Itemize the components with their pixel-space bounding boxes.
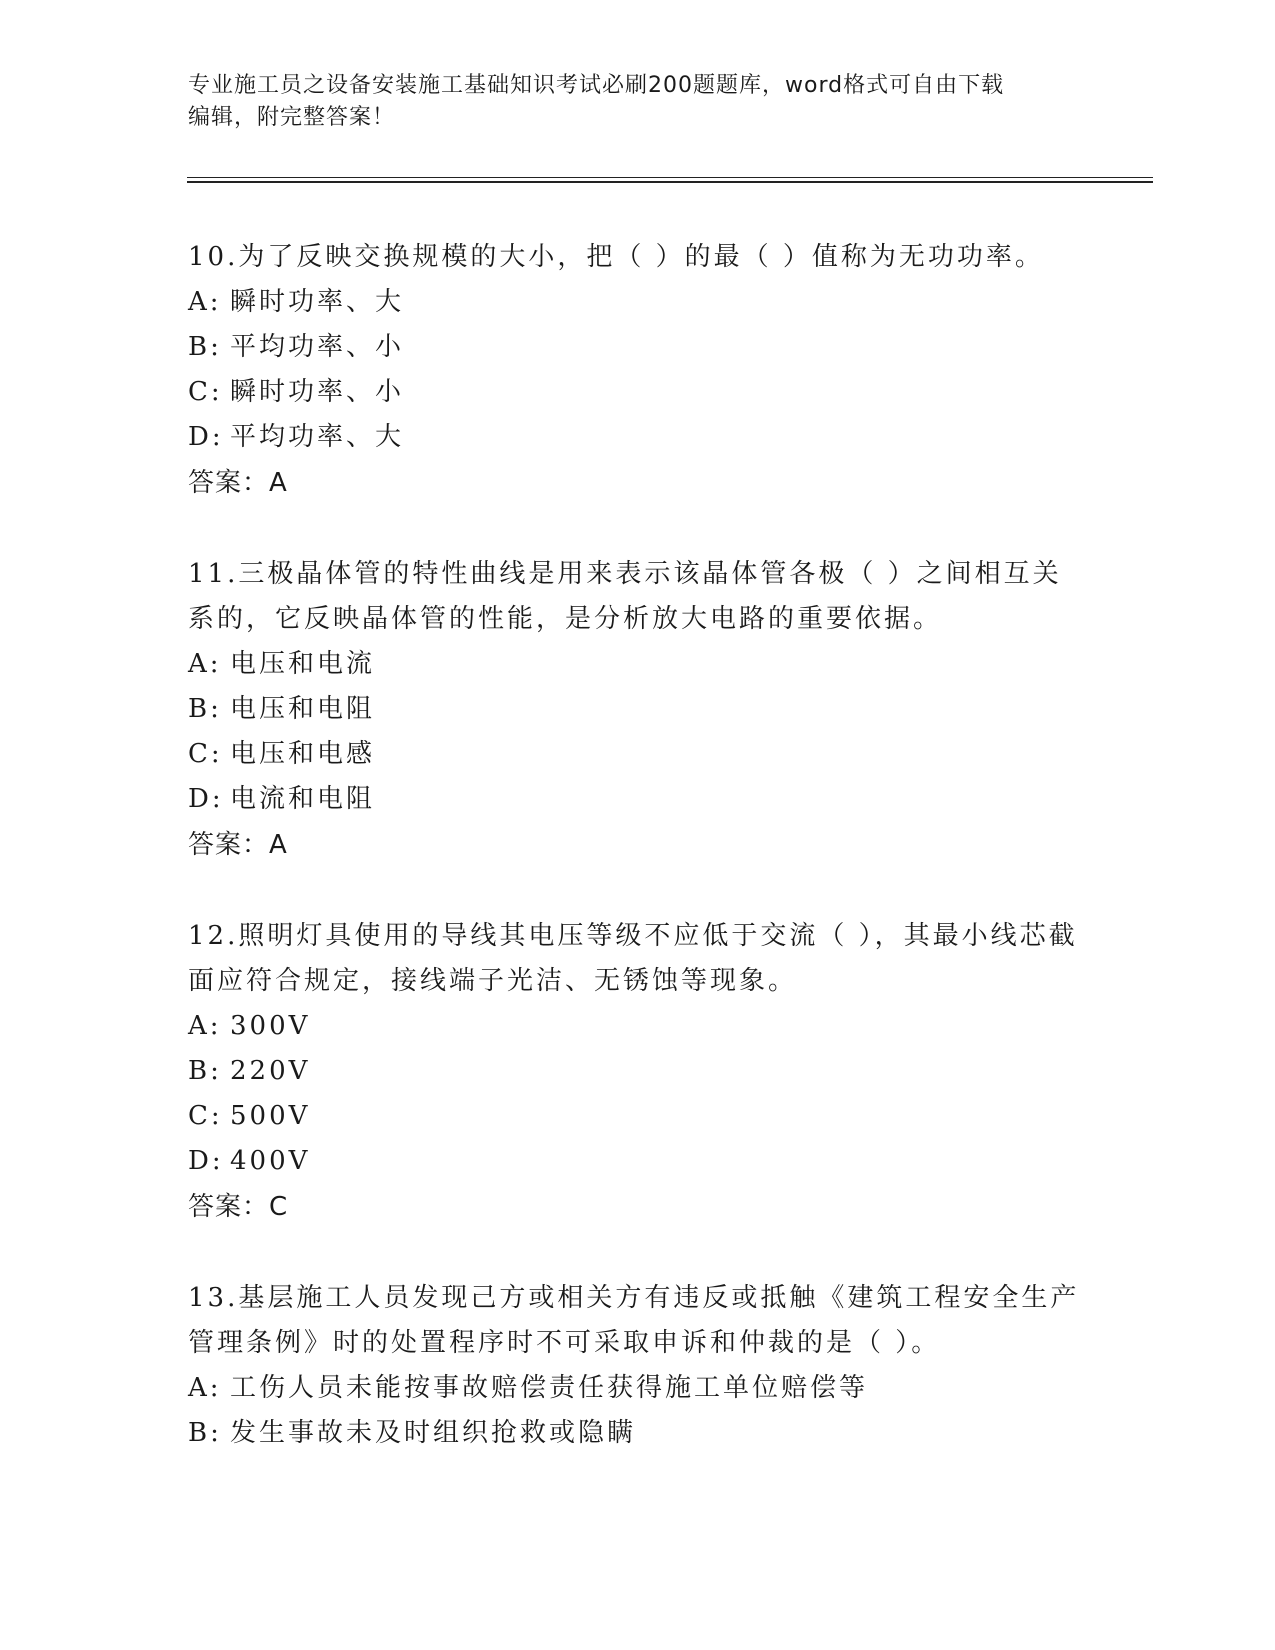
answer: 答案：A <box>188 468 288 498</box>
document-header <box>188 70 1088 134</box>
option-letter: A: <box>188 649 222 679</box>
option-a <box>188 1004 1088 1049</box>
option-letter: C: <box>188 739 223 769</box>
option-letter: B: <box>188 332 222 362</box>
option-text: 发生事故未及时组织抢救或隐瞒 <box>230 1418 637 1448</box>
option-text: 300V <box>230 1011 311 1041</box>
option-text: 工伤人员未能按事故赔偿责任获得施工单位赔偿等 <box>230 1373 869 1403</box>
option-c <box>188 732 1088 777</box>
header-title-line-2: 编辑，附完整答案！ <box>188 105 396 130</box>
option-text: 500V <box>230 1101 311 1131</box>
option-text: 平均功率、大 <box>230 422 405 452</box>
option-text: 220V <box>230 1056 311 1086</box>
option-d <box>188 777 1088 822</box>
option-text: 电流和电阻 <box>230 784 376 814</box>
option-text: 电压和电感 <box>230 739 376 769</box>
option-letter: C: <box>188 377 223 407</box>
answer: 答案：C <box>188 1192 289 1222</box>
option-text: 400V <box>230 1146 311 1176</box>
option-letter: B: <box>188 1056 222 1086</box>
option-text: 平均功率、小 <box>230 332 405 362</box>
option-b <box>188 325 1088 370</box>
header-divider-thin <box>187 177 1153 178</box>
option-letter: D: <box>188 784 224 814</box>
question-stem: 11.三极晶体管的特性曲线是用来表示该晶体管各极（ ）之间相互关系的，它反映晶体管的性能，是分析放大电路的重要依据。 <box>188 559 1062 634</box>
option-letter: C: <box>188 1101 223 1131</box>
header-divider-thick <box>187 181 1153 183</box>
question-13 <box>188 1276 1088 1456</box>
option-text: 瞬时功率、大 <box>230 287 405 317</box>
option-letter: B: <box>188 1418 222 1448</box>
option-b <box>188 1049 1088 1094</box>
option-letter: A: <box>188 1373 222 1403</box>
question-12 <box>188 914 1088 1230</box>
option-d <box>188 1139 1088 1184</box>
option-letter: A: <box>188 287 222 317</box>
option-text: 电压和电流 <box>230 649 376 679</box>
option-text: 电压和电阻 <box>230 694 376 724</box>
option-a <box>188 280 1088 325</box>
option-c <box>188 370 1088 415</box>
question-10 <box>188 235 1088 506</box>
option-letter: D: <box>188 422 224 452</box>
header-title-line-1: 专业施工员之设备安装施工基础知识考试必刷200题题库，word格式可自由下载 <box>188 73 1005 98</box>
question-list <box>188 235 1088 1502</box>
option-letter: B: <box>188 694 222 724</box>
option-d <box>188 415 1088 460</box>
option-text: 瞬时功率、小 <box>230 377 405 407</box>
option-b <box>188 1411 1088 1456</box>
answer: 答案：A <box>188 830 288 860</box>
option-letter: A: <box>188 1011 222 1041</box>
question-stem: 12.照明灯具使用的导线其电压等级不应低于交流（ ），其最小线芯截面应符合规定，接线端子光洁、无锈蚀等现象。 <box>188 921 1078 996</box>
question-stem: 13.基层施工人员发现己方或相关方有违反或抵触《建筑工程安全生产管理条例》时的处置程序时不可采取申诉和仲裁的是（ ）。 <box>188 1283 1080 1358</box>
question-11 <box>188 552 1088 868</box>
option-c <box>188 1094 1088 1139</box>
option-a <box>188 1366 1088 1411</box>
option-letter: D: <box>188 1146 224 1176</box>
question-stem: 10.为了反映交换规模的大小，把（ ）的最（ ）值称为无功功率。 <box>188 242 1044 272</box>
option-b <box>188 687 1088 732</box>
option-a <box>188 642 1088 687</box>
